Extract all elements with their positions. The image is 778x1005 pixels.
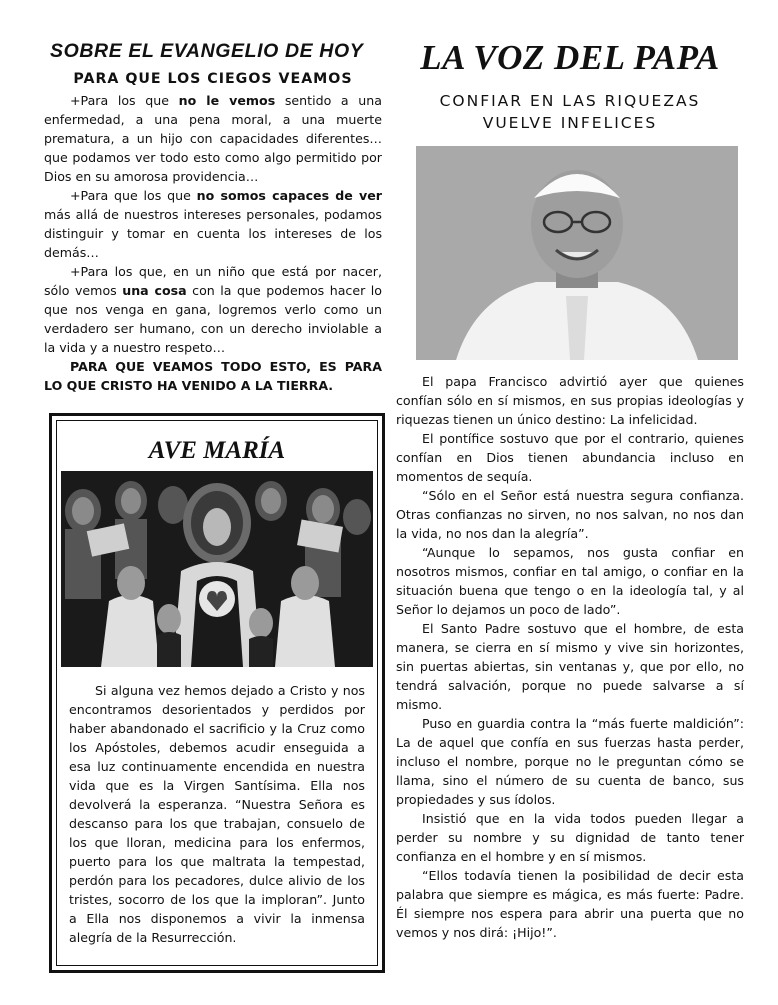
evangelio-paragraph: +Para los que no le vemos sentido a una enfermedad, a una pena moral, a una muerte prematura, a un hijo con capacidades diferentes… que podamos ver todo esto como algo permitido por Dios en su amorosa providencia… — [44, 93, 382, 184]
ave-maria-inner-frame — [56, 420, 378, 966]
voz-del-papa-subtitle — [396, 90, 744, 134]
voz-paragraph: El pontífice sostuvo que por el contrario, quienes confían en Dios tienen abundancia incluso en momentos de sequía. — [396, 431, 744, 484]
voz-paragraph: El Santo Padre sostuvo que el hombre, de esta manera, se cierra en sí mismo y vive sin horizontes, sin puertas abiertas, sin ventanas y, que por ello, no tendrá salvación, porque no puede salvarse a sí mismo. — [396, 621, 744, 712]
ave-maria-paragraph: Si alguna vez hemos dejado a Cristo y nos encontramos desorientados y perdidos por haber abandonado el sacrificio y la Cruz como los Apóstoles, debemos acudir enseguida a esa luz continuamente encendida en nuestra vida que es la Virgen Santísima. Ella nos devolverá la esperanza. “Nuestra Señora es descanso para los que trabajan, consuelo de los que lloran, medicina para los enfermos, puerto para los que maltrata la tempestad, perdón para los pecadores, dulce alivio de los tristes, socorro de los que la imploran”. Junto a Ella nos disponemos a vivir la inmensa alegría de la Resurrección. — [69, 683, 365, 945]
voz-del-papa-subtitle-line: CONFIAR EN LAS RIQUEZAS — [439, 92, 701, 110]
ave-maria-painting — [61, 471, 373, 667]
voz-paragraph: Insistió que en la vida todos pueden llegar a perder su nombre y su dignidad de tanto tener confianza en el hombre y en sí mismos. — [396, 811, 744, 864]
ave-maria-box — [49, 413, 385, 973]
voz-del-papa-section — [396, 38, 744, 942]
voz-paragraph: “Ellos todavía tienen la posibilidad de decir esta palabra que siempre es mágica, es más fuerte: Padre. Él siempre nos espera para abrir una puerta que no vemos y nos dirá: ¡Hijo!”. — [396, 868, 744, 940]
voz-paragraph: El papa Francisco advirtió ayer que quienes confían sólo en sí mismos, en sus propias ideologías y riquezas tienen un único destino: La infelicidad. — [396, 374, 744, 427]
evangelio-subheading: PARA QUE LOS CIEGOS VEAMOS — [73, 71, 353, 87]
voz-paragraph: “Aunque lo sepamos, nos gusta confiar en nosotros mismos, confiar en tal amigo, o confiar en la situación buena que tengo o en la ideología tal, y al Señor lo dejamos un poco de lado”. — [396, 545, 744, 617]
evangelio-body — [44, 91, 382, 357]
evangelio-heading: SOBRE EL EVANGELIO DE HOY — [50, 40, 364, 62]
pope-photo — [416, 146, 738, 360]
voz-del-papa-body — [396, 372, 744, 942]
voz-paragraph: “Sólo en el Señor está nuestra segura confianza. Otras confianzas no sirven, no nos salvan, no nos dan la vida, no nos dan la alegría”. — [396, 488, 744, 541]
evangelio-closing: PARA QUE VEAMOS TODO ESTO, ES PARA LO QUE CRISTO HA VENIDO A LA TIERRA. — [44, 359, 382, 393]
voz-paragraph: Puso en guardia contra la “más fuerte maldición”: La de aquel que confía en sus fuerzas hasta perder, incluso el nombre, porque no le preguntan cómo se llama, sino el número de su cuenta de banco, sus propiedades y sus ídolos. — [396, 716, 744, 807]
evangelio-paragraph: +Para que los que no somos capaces de ver más allá de nuestros intereses personales, podamos distinguir y tomar en cuenta los intereses de los demás… — [44, 188, 382, 260]
ave-maria-body — [57, 667, 377, 947]
voz-del-papa-title: LA VOZ DEL PAPA — [420, 38, 720, 77]
evangelio-paragraph: +Para los que, en un niño que está por nacer, sólo vemos una cosa con la que podemos hacer lo que nos venga en gana, logremos verlo como un verdadero ser humano, con un derecho inviolable a la vida y a nuestro respeto… — [44, 264, 382, 355]
voz-del-papa-subtitle-line: VUELVE INFELICES — [482, 114, 658, 132]
evangelio-section — [44, 38, 382, 395]
ave-maria-title: AVE MARÍA — [148, 437, 286, 464]
